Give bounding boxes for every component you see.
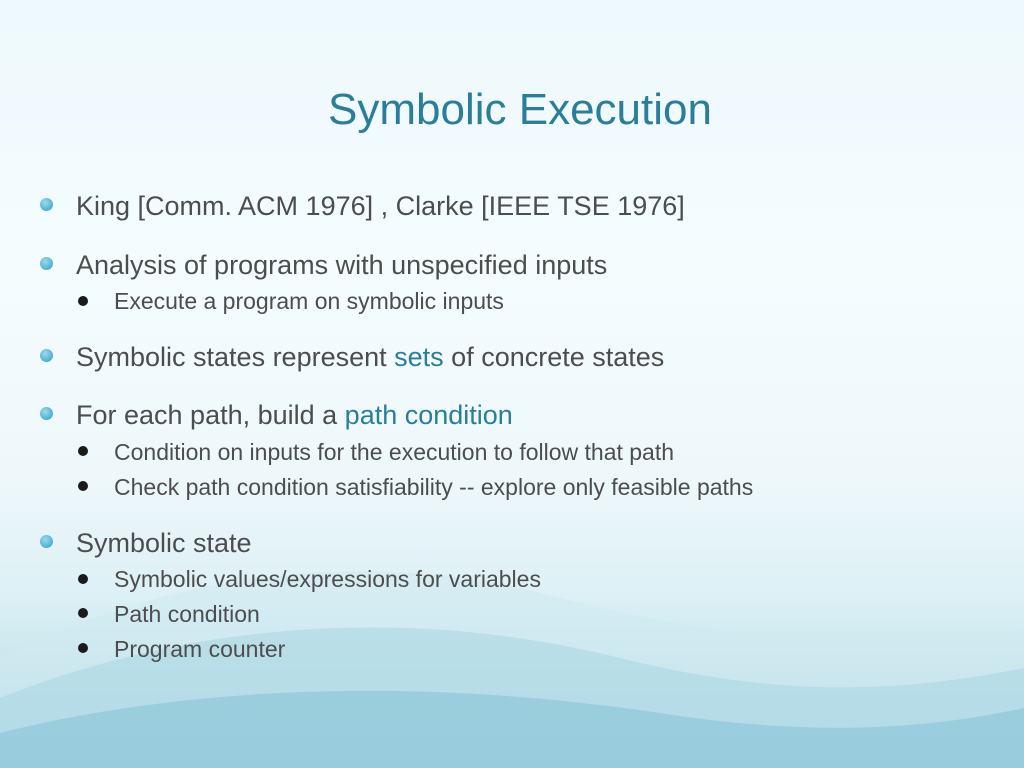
sub-bullet-item: Check path condition satisfiability -- explore only feasible paths: [114, 474, 754, 500]
sub-bullet-dot-icon: [78, 446, 88, 456]
sub-bullet-item: Execute a program on symbolic inputs: [114, 288, 504, 314]
sub-bullet-item: Symbolic values/expressions for variables: [114, 566, 541, 592]
bullet-dot-icon: [40, 349, 53, 362]
bullet-dot-icon: [40, 257, 53, 270]
bullet-text: For each path, build a: [76, 400, 345, 430]
bullet-dot-icon: [40, 535, 53, 548]
highlight-term: sets: [394, 342, 444, 372]
bullet-item: Symbolic state: [76, 528, 252, 558]
sub-bullet-dot-icon: [78, 574, 88, 584]
bullet-text: Symbolic states represent: [76, 342, 395, 372]
sub-bullet-dot-icon: [78, 608, 88, 618]
bullet-text: of concrete states: [443, 342, 665, 372]
bullet-dot-icon: [40, 407, 53, 420]
bullet-item: Analysis of programs with unspecified inputs: [76, 250, 608, 280]
highlight-term: path condition: [344, 400, 513, 430]
sub-bullet-item: Program counter: [114, 636, 286, 662]
sub-bullet-item: Condition on inputs for the execution to follow that path: [114, 439, 675, 465]
slide-title: Symbolic Execution: [328, 85, 712, 134]
sub-bullet-dot-icon: [78, 643, 88, 653]
sub-bullet-item: Path condition: [114, 601, 260, 627]
bullet-dot-icon: [40, 198, 53, 211]
bullet-item: King [Comm. ACM 1976] , Clarke [IEEE TSE 1976]: [76, 191, 685, 221]
sub-bullet-dot-icon: [78, 296, 88, 306]
bullet-item: [76, 399, 513, 431]
bullet-item: [76, 341, 664, 373]
sub-bullet-dot-icon: [78, 481, 88, 491]
